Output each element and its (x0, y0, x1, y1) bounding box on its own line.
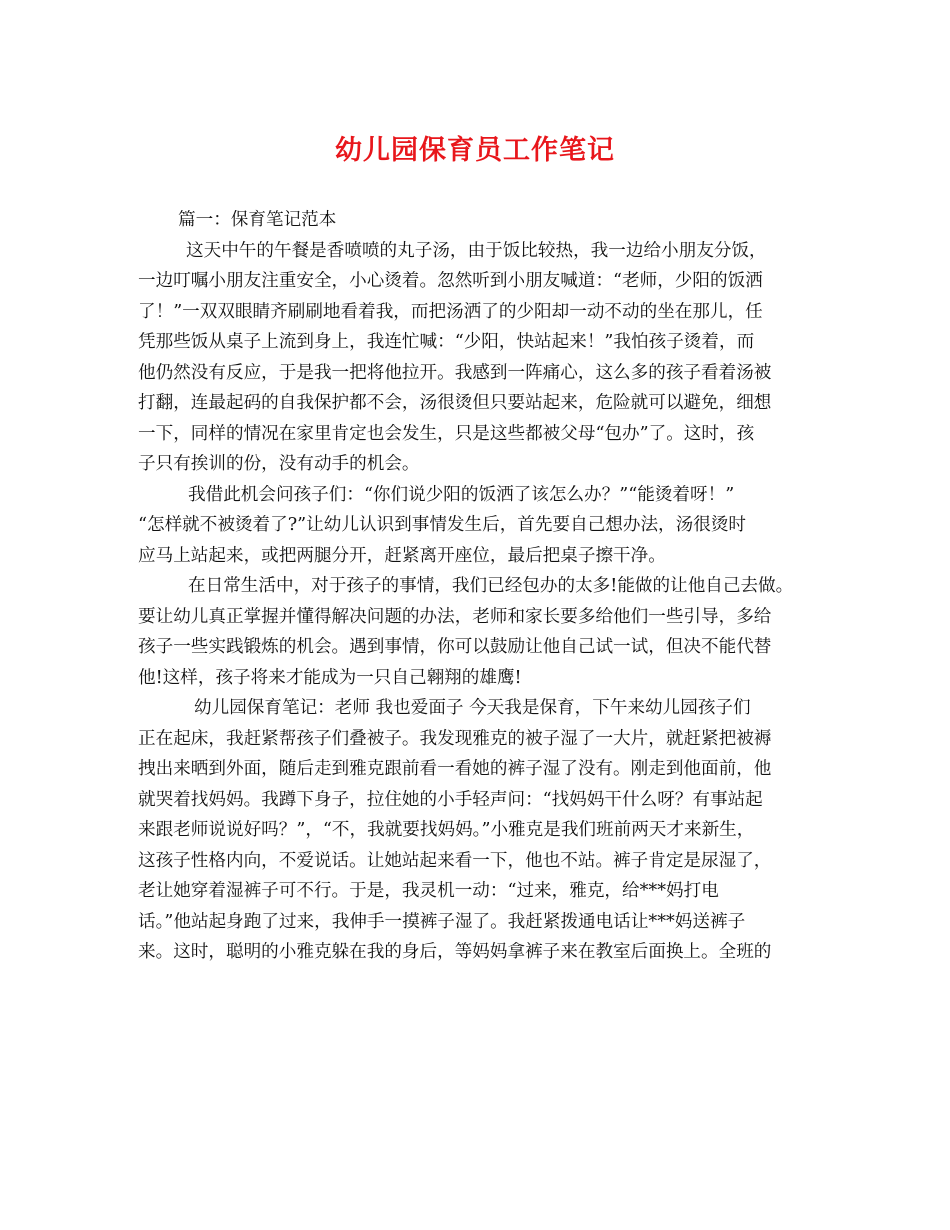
text-line: 打翻，连最起码的自我保护都不会，汤很烫但只要站起来，危险就可以避免，细想 (138, 393, 772, 413)
text-line: 这孩子性格内向，不爱说话。让她站起来看一下，他也不站。裤子肯定是尿湿了， (138, 850, 772, 871)
text-line: 凭那些饭从桌子上流到身上，我连忙喊：“少阳，快站起来！”我怕孩子烫着，而 (138, 332, 755, 352)
text-line: 幼儿园保育笔记：老师 我也爱面子 今天我是保育，下午来幼儿园孩子们 (194, 698, 751, 718)
text-line: 他!这样，孩子将来才能成为一只自己翱翔的雄鹰! (138, 667, 522, 688)
text-line: 这天中午的午餐是香喷喷的丸子汤，由于饭比较热，我一边给小朋友分饭， (186, 240, 767, 261)
text-line: 应马上站起来，或把两腿分开，赶紧离开座位，最后把桌子擦干净。 (138, 545, 666, 566)
text-line: 他仍然没有反应，于是我一把将他拉开。我感到一阵痛心，这么多的孩子看着汤被 (138, 362, 772, 383)
text-line: 拽出来晒到外面，随后走到雅克跟前看一看她的裤子湿了没有。刚走到他面前，他 (138, 759, 772, 779)
text-line: 来跟老师说说好吗？”，“不，我就要找妈妈。”小雅克是我们班前两天才来新生， (138, 820, 755, 840)
text-line: 在日常生活中，对于孩子的事情，我们已经包办的太多!能做的让他自己去做。 (188, 576, 794, 596)
text-line: “怎样就不被烫着了?”让幼儿认识到事情发生后，首先要自己想办法，汤很烫时 (138, 515, 747, 535)
text-line: 正在起床，我赶紧帮孩子们叠被子。我发现雅克的被子湿了一大片，就赶紧把被褥 (138, 728, 772, 749)
text-line: 话。”他站起身跑了过来，我伸手一摸裤子湿了。我赶紧拨通电话让***妈送裤子 (138, 911, 746, 932)
text-line: 老让她穿着湿裤子可不行。于是，我灵机一动：“过来，雅克，给***妈打电 (138, 881, 719, 901)
text-line: 孩子一些实践锻炼的机会。遇到事情，你可以鼓励让他自己试一试，但决不能代替 (138, 637, 772, 657)
text-line: 了！”一双双眼睛齐刷刷地看着我，而把汤洒了的少阳却一动不动的坐在那儿，任 (138, 301, 763, 322)
text-line: 来。这时，聪明的小雅克躲在我的身后，等妈妈拿裤子来在教室后面换上。全班的 (138, 942, 772, 962)
text-line: 篇一：保育笔记范本 (178, 210, 337, 230)
text-line: 子只有挨训的份，没有动手的机会。 (138, 454, 420, 474)
document-title: 幼儿园保育员工作笔记 (335, 135, 615, 166)
text-line: 要让幼儿真正掌握并懂得解决问题的办法，老师和家长要多给他们一些引导，多给 (138, 606, 772, 627)
document-body (138, 205, 828, 968)
text-line: 一边叮嘱小朋友注重安全，小心烫着。忽然听到小朋友喊道：“老师，少阳的饭洒 (138, 271, 763, 291)
text-line: 一下，同样的情况在家里肯定也会发生，只是这些都被父母“包办”了。这时，孩 (138, 423, 755, 444)
text-line: 就哭着找妈妈。我蹲下身子，拉住她的小手轻声问：“找妈妈干什么呀？有事站起 (138, 789, 763, 810)
text-line: 我借此机会问孩子们：“你们说少阳的饭洒了该怎么办？”“能烫着呀！” (188, 484, 735, 505)
